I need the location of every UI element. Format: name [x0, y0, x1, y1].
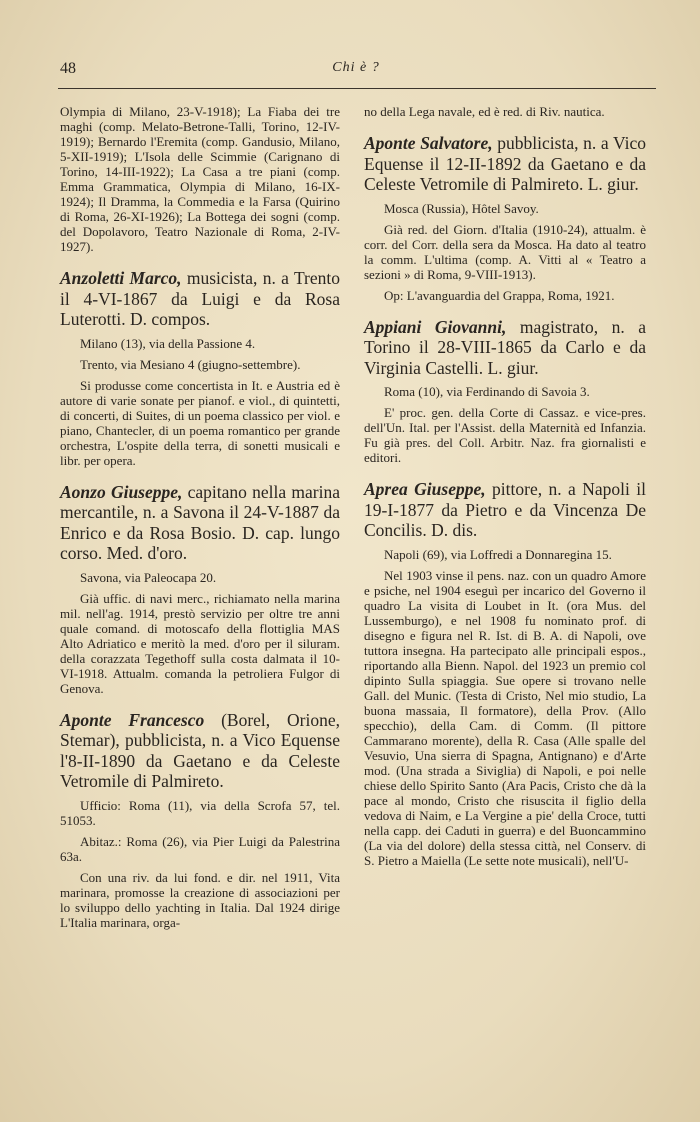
entry-heading — [60, 710, 340, 792]
running-head: Chi è ? — [332, 60, 380, 75]
entry-paragraph: Abitaz.: Roma (26), via Pier Luigi da Palestrina 63a. — [60, 833, 340, 864]
entry — [60, 710, 340, 930]
entry-heading — [60, 482, 340, 564]
entry — [364, 104, 646, 119]
entry-name: Aprea Giuseppe, — [364, 479, 486, 499]
entry-paragraph: Savona, via Paleocapa 20. — [80, 569, 217, 585]
entry-paragraph: Mosca (Russia), Hôtel Savoy. — [384, 200, 539, 216]
entry-paragraph: Nel 1903 vinse il pens. naz. con un quadro Amore e psiche, nel 1904 eseguì per incarico del Governo il quadro La visita di Loubet in It. (ora Mus. del Lussemburgo), e nel 1908 fu nominato prof. di disegno e figura nel R. Ist. di B. A. di Napoli, ove tuttora insegna. Ha partecipato alle principali espos., riportando alla Bienn. Napol. del 1923 un premio col dipinto Sulla spiaggia. Sue opere si trovano nelle Gall. del Munic. (Testa di Cristo, Nel mio studio, La buona massaia, Il formatore), della Prov. (Allo specchio), della Cam. di Comm. (Il pittore Cammarano morente), della R. Casa (Alle spalle del Vesuvio, Una sierra di Spagna, Antignano) e d'Arte mod. (Una strada a Siviglia) di Napoli, e poi nelle chiese dello Spirito Santo (Ara Pacis, Cristo che dà la pace al mondo, Cristo che risuscita il figlio della vedova di Naim, e La Vergine a pie' della Croce, tutti nella capp. dei Caduti in guerra) e del Buoncammino (La via del dolore) della stessa città, nel Conserv. di S. Pietro a Maiella (Le sette note musicali), nell'U- — [364, 567, 646, 868]
entry-name: Appiani Giovanni, — [364, 316, 507, 337]
entry — [364, 133, 646, 303]
entry-paragraph: no della Lega navale, ed è red. di Riv. nautica. — [364, 104, 605, 119]
entry-paragraph: Si produsse come concertista in It. e Austria ed è autore di varie sonate per pianof. e viol., di quintetti, di concerti, di Suites, di un poema classico per viol. e piano, Chantecler, di un poema romantico per grande orchestra, L'ospite della terra, di sonetti musicali e libr. per opera. — [60, 377, 340, 468]
entry — [364, 479, 646, 868]
entry-summary: magistrato, n. a Torino il 28-VIII-1865 da Carlo e da Virginia Castelli. L. giur. — [364, 316, 646, 378]
entry-summary: capitano nella marina mercantile, n. a Savona il 24-V-1887 da Enrico e da Rosa Bosio. D. cap. lungo corso. Med. d'oro. — [60, 481, 340, 563]
entry-paragraph: Napoli (69), via Loffredi a Donnaregina 15. — [384, 546, 612, 562]
entry-heading — [364, 317, 646, 379]
entry — [60, 482, 340, 696]
entry-summary: (Borel, Orione, Stemar), pubblicista, n. a Vico Equense l'8-II-1890 da Gaetano e da Celeste Vetromile di Palmireto. — [60, 709, 340, 791]
entry — [364, 317, 646, 466]
entry-heading — [60, 268, 340, 330]
entry-name: Aonzo Giuseppe, — [60, 481, 183, 502]
left-column — [60, 104, 340, 944]
page-header — [60, 58, 652, 82]
right-column — [364, 104, 646, 882]
entry-paragraph: Olympia di Milano, 23-V-1918); La Fiaba dei tre maghi (comp. Melato-Betrone-Talli, Torino, 12-IV-1919); Bernardo l'Eremita (comp. Gandusio, Milano, 5-XII-1919); L'Isola delle Scimmie (Carignano di Torino, 14-III-1922); La Casa a tre piani (comp. Emma Grammatica, Olympia di Milano, 16-IX-1924); Il Dramma, la Commedia e la Farsa (Quirino di Roma, 26-XI-1926); La Bottega dei sogni (comp. del Dopolavoro, Teatro Nazionale di Roma, 2-IV-1927). — [60, 104, 340, 254]
entry-name: Aponte Salvatore, — [364, 133, 493, 153]
entry-summary: pittore, n. a Napoli il 19-I-1877 da Pietro e da Vincenza De Concilis. D. dis. — [364, 479, 646, 540]
entry-paragraph: E' proc. gen. della Corte di Cassaz. e vice-pres. dell'Un. Ital. per l'Assist. della Maternità ed Infanzia. Fu già pres. del Coll. Arbitr. Naz. fra giornalisti e editori. — [364, 405, 646, 465]
entry-summary: musicista, n. a Trento il 4-VI-1867 da Luigi e da Rosa Luterotti. D. compos. — [60, 268, 340, 329]
entry-paragraph: Ufficio: Roma (11), via della Scrofa 57, tel. 51053. — [60, 797, 340, 828]
entry-summary: pubblicista, n. a Vico Equense il 12-II-1892 da Gaetano e da Celeste Vetromile di Palmireto. L. giur. — [364, 133, 646, 194]
entry-name: Anzoletti Marco, — [60, 268, 182, 288]
entry-paragraph: Milano (13), via della Passione 4. — [80, 335, 256, 351]
entry — [60, 104, 340, 254]
entry-paragraph: Con una riv. da lui fond. e dir. nel 1911, Vita marinara, promosse la creazione di associazioni per lo sviluppo dello yachting in Italia. Dal 1924 dirige L'Italia marinara, orga- — [60, 869, 340, 930]
entry-heading — [364, 133, 646, 195]
entry-heading — [364, 479, 646, 541]
entry-paragraph: Già uffic. di navi merc., richiamato nella marina mil. nell'ag. 1914, prestò servizio per oltre tre anni quale comand. di motoscafo della flottiglia MAS Alto Adriatico e meritò la med. d'oro per il siluram. della corazzata Tegethoff sulla costa dalmata il 10-VI-1918. Attualm. comanda la petroliera Fulgor di Genova. — [60, 590, 340, 696]
entry-paragraph: Trento, via Mesiano 4 (giugno-settembre). — [80, 356, 301, 372]
page-number: 48 — [60, 60, 76, 77]
entry — [60, 268, 340, 468]
entry-paragraph: Roma (10), via Ferdinando di Savoia 3. — [384, 384, 590, 399]
header-rule — [58, 88, 656, 89]
entry-paragraph: Già red. del Giorn. d'Italia (1910-24), attualm. è corr. del Corr. della sera da Mosca. Ha dato al teatro la comm. L'ultima (comp. A. Vitti al « Teatro a sezioni » di Roma, 9-VIII-1913). — [364, 221, 646, 282]
entry-name: Aponte Francesco — [60, 709, 205, 730]
entry-paragraph: Op: L'avanguardia del Grappa, Roma, 1921. — [384, 287, 615, 303]
